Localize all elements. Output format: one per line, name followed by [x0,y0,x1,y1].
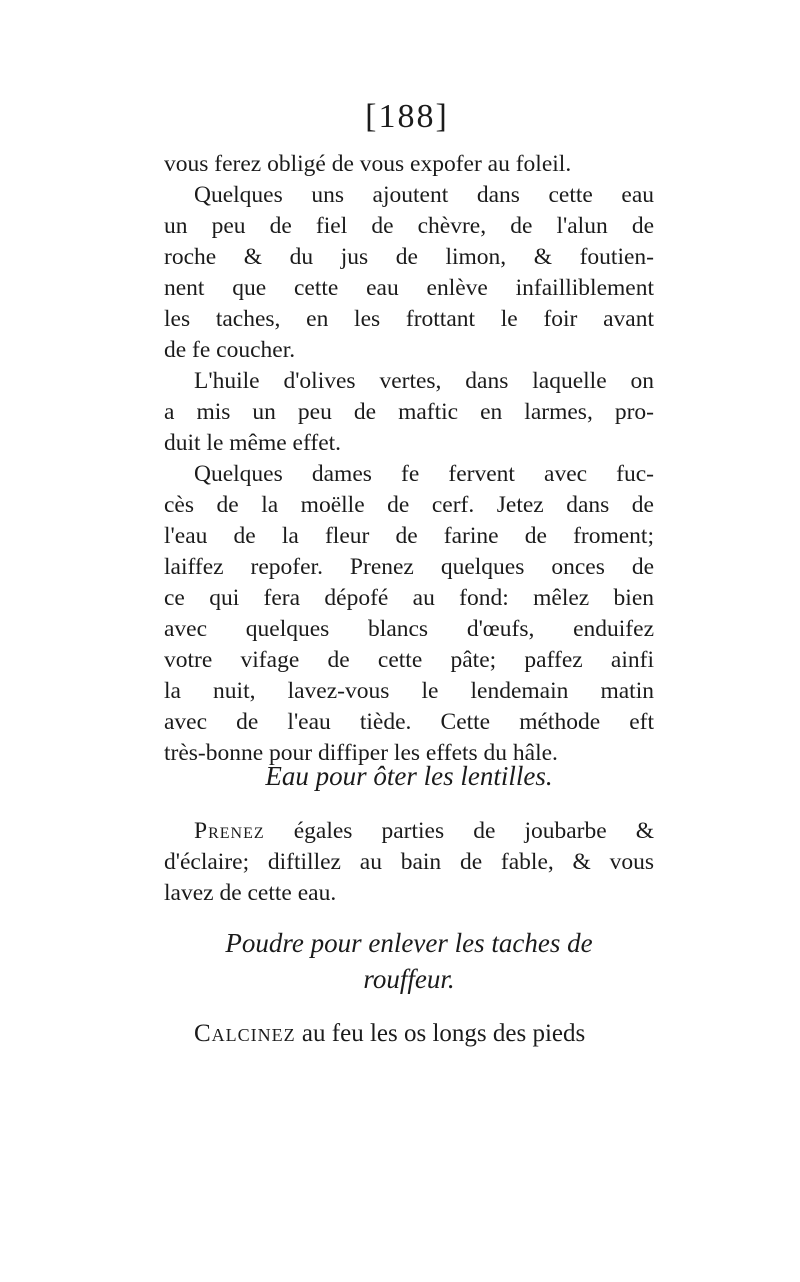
text-line [164,816,654,847]
text-line [164,1018,654,1049]
text-line: duit le même effet. [164,430,342,456]
text-line: très-bonne pour diffiper les effets du hâle. [164,740,558,766]
lead-word: Calcinez [194,1020,296,1047]
lead-word: Prenez [194,818,265,844]
text-fragment: égales parties de joubarbe & [293,818,655,844]
text-line: la nuit, lavez-vous le lendemain matin [164,678,654,704]
section-heading [164,925,654,997]
text-line: avec quelques blancs d'œufs, enduifez [164,616,654,642]
text-line: lavez de cette eau. [164,880,337,906]
text-line: L'huile d'olives vertes, dans laquelle on [194,368,654,394]
heading-line: rouffeur. [363,964,455,994]
section-heading: Eau pour ôter les lentilles. [265,761,553,791]
body-text-block [164,149,654,769]
text-line: un peu de fiel de chèvre, de l'alun de [164,213,654,239]
heading-line: Poudre pour enlever les taches de [225,928,593,958]
text-line: de fe coucher. [164,337,296,363]
text-line: votre vifage de cette pâte; paffez ainfi [164,647,654,673]
text-line: avec de l'eau tiède. Cette méthode eft [164,709,654,735]
page-number: [188] [365,98,449,135]
text-fragment: au feu les os longs des pieds [301,1020,586,1047]
text-line: l'eau de la fleur de farine de froment; [164,523,654,549]
section-body [164,816,654,909]
text-line: Quelques uns ajoutent dans cette eau [194,182,654,208]
text-line: roche & du jus de limon, & foutien- [164,244,654,270]
text-line: Quelques dames fe fervent avec fuc- [194,461,654,487]
text-line: d'éclaire; diftillez au bain de fable, & vous [164,849,654,875]
text-line: a mis un peu de maftic en larmes, pro- [164,399,654,425]
section-body [164,1018,654,1049]
text-line: cès de la moëlle de cerf. Jetez dans de [164,492,654,518]
text-line: nent que cette eau enlève infailliblement [164,275,654,301]
text-line: laiffez repofer. Prenez quelques onces de [164,554,654,580]
text-line: les taches, en les frottant le foir avant [164,306,654,332]
text-line: ce qui fera dépofé au fond: mêlez bien [164,585,654,611]
text-line: vous ferez obligé de vous expofer au foleil. [164,151,572,177]
